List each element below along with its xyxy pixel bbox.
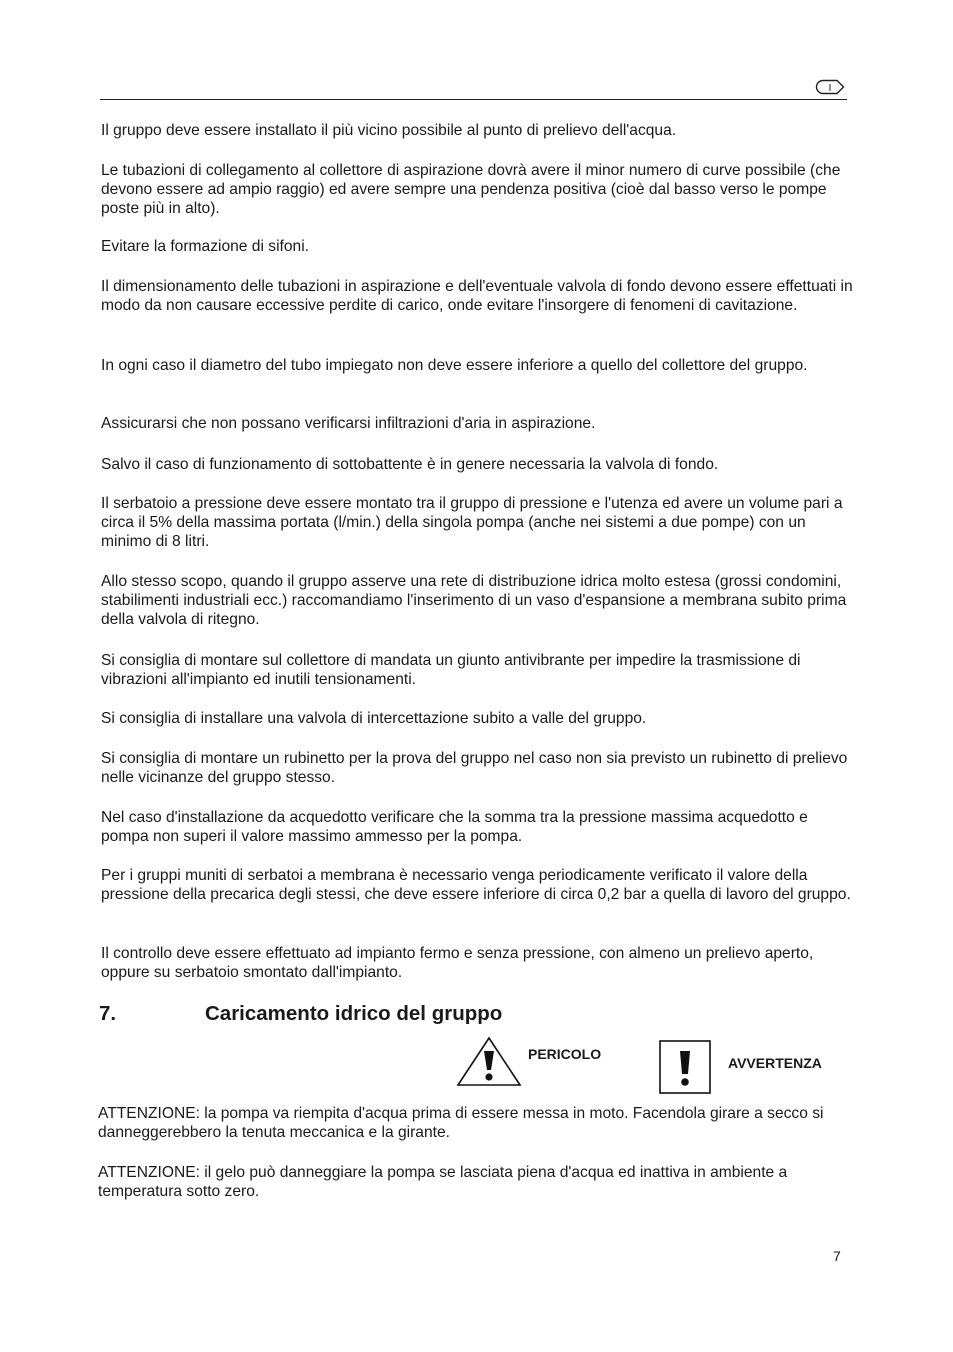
danger-symbol bbox=[456, 1036, 626, 1088]
paragraph: Si consiglia di montare sul collettore di mandata un giunto antivibrante per impedire la trasmissione di vibrazioni all'impianto ed inutili tensionamenti. bbox=[101, 652, 801, 688]
paragraph: Salvo il caso di funzionamento di sottobattente è in genere necessaria la valvola di fondo. bbox=[101, 456, 719, 473]
paragraph: Il serbatoio a pressione deve essere montato tra il gruppo di pressione e l'utenza ed avere un volume pari a circa il 5% della massima portata (l/min.) della singola pompa (anche nei sistemi a due pompe) con un minimo di 8 litri. bbox=[101, 495, 843, 550]
language-badge-icon bbox=[815, 79, 845, 95]
paragraph: Il dimensionamento delle tubazioni in aspirazione e dell'eventuale valvola di fondo devono essere effettuati in modo da non causare eccessive perdite di carico, onde evitare l'insorgere di fenomeni di cavitazione. bbox=[101, 278, 853, 314]
paragraph: Si consiglia di montare un rubinetto per la prova del gruppo nel caso non sia previsto un rubinetto di prelievo nelle vicinanze del gruppo stesso. bbox=[101, 750, 848, 786]
paragraph: Il gruppo deve essere installato il più vicino possibile al punto di prelievo dell'acqua. bbox=[101, 122, 677, 139]
warning-symbol bbox=[659, 1040, 839, 1094]
paragraph: Evitare la formazione di sifoni. bbox=[101, 238, 310, 255]
paragraph: Per i gruppi muniti di serbatoi a membrana è necessario venga periodicamente verificato il valore della pressione della precarica degli stessi, che deve essere inferiore di circa 0,2 bar a quella di lavoro del gruppo. bbox=[101, 867, 851, 903]
paragraph: Il controllo deve essere effettuato ad impianto fermo e senza pressione, con almeno un prelievo aperto, oppure su serbatoio smontato dall'impianto. bbox=[101, 945, 814, 981]
paragraph: Nel caso d'installazione da acquedotto verificare che la somma tra la pressione massima acquedotto e pompa non superi il valore massimo ammesso per la pompa. bbox=[101, 809, 808, 845]
danger-label: PERICOLO bbox=[528, 1046, 602, 1062]
paragraph: Assicurarsi che non possano verificarsi infiltrazioni d'aria in aspirazione. bbox=[101, 415, 596, 432]
section-heading bbox=[99, 1002, 502, 1026]
paragraph: In ogni caso il diametro del tubo impiegato non deve essere inferiore a quello del collettore del gruppo. bbox=[101, 357, 808, 374]
page-number: 7 bbox=[833, 1248, 841, 1264]
exclamation-box-icon bbox=[659, 1040, 712, 1094]
language-code: I bbox=[828, 82, 832, 94]
paragraph: Allo stesso scopo, quando il gruppo asserve una rete di distribuzione idrica molto estesa (grossi condomini, stabilimenti industriali ecc.) raccomandiamo l'inserimento di un vaso d'espansione a membrana subito prima della valvola di ritegno. bbox=[101, 573, 847, 628]
header-rule bbox=[100, 99, 847, 100]
attention-note: ATTENZIONE: la pompa va riempita d'acqua prima di essere messa in moto. Facendola girare a secco si danneggerebbero la tenuta meccanica e la girante. bbox=[98, 1105, 824, 1141]
warning-triangle-icon bbox=[456, 1036, 522, 1087]
paragraph: Le tubazioni di collegamento al collettore di aspirazione dovrà avere il minor numero di curve possibile (che devono essere ad ampio raggio) ed avere sempre una pendenza positiva (cioè dal basso verso le pompe poste più in alto). bbox=[101, 162, 841, 217]
attention-note: ATTENZIONE: il gelo può danneggiare la pompa se lasciata piena d'acqua ed inattiva in ambiente a temperatura sotto zero. bbox=[98, 1164, 788, 1200]
section-number: 7. bbox=[99, 1002, 117, 1025]
warning-label: AVVERTENZA bbox=[728, 1055, 822, 1071]
language-badge bbox=[815, 79, 845, 95]
paragraph: Si consiglia di installare una valvola di intercettazione subito a valle del gruppo. bbox=[101, 710, 647, 727]
section-title: Caricamento idrico del gruppo bbox=[205, 1002, 503, 1025]
